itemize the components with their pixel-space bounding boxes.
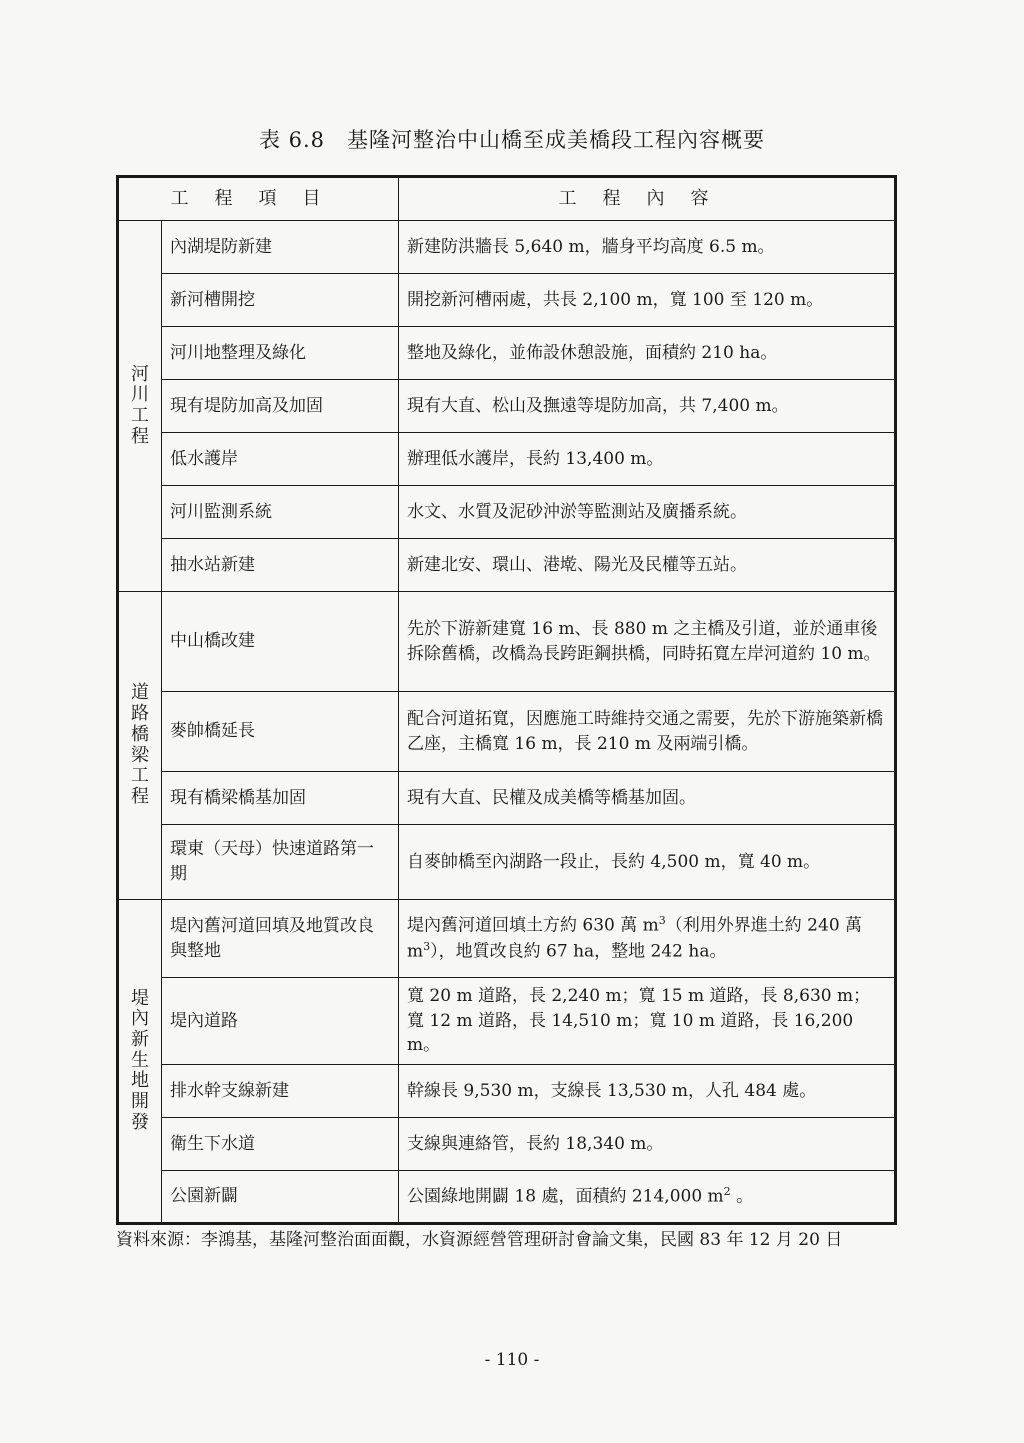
item-cell: 麥帥橋延長 xyxy=(162,692,399,772)
item-cell: 環東（天母）快速道路第一期 xyxy=(162,825,399,900)
table-row xyxy=(118,274,896,327)
superscript: 2 xyxy=(723,1184,731,1198)
table-row xyxy=(118,900,896,978)
item-cell: 排水幹支線新建 xyxy=(162,1064,399,1117)
item-cell: 現有堤防加高及加固 xyxy=(162,380,399,433)
table-row xyxy=(118,592,896,692)
table-row xyxy=(118,221,896,274)
header-row xyxy=(118,177,896,221)
table-row xyxy=(118,772,896,825)
table-row xyxy=(118,486,896,539)
category-label: 堤內新生地開發 xyxy=(131,987,149,1133)
content-cell: 新建防洪牆長 5,640 m，牆身平均高度 6.5 m。 xyxy=(399,221,896,274)
category-cell xyxy=(118,221,162,592)
content-cell: 自麥帥橋至內湖路一段止，長約 4,500 m，寬 40 m。 xyxy=(399,825,896,900)
content-text: 。 xyxy=(730,1186,754,1207)
item-cell: 衛生下水道 xyxy=(162,1117,399,1170)
item-cell: 內湖堤防新建 xyxy=(162,221,399,274)
content-cell: 辦理低水護岸，長約 13,400 m。 xyxy=(399,433,896,486)
category-cell xyxy=(118,592,162,900)
category-cell xyxy=(118,900,162,1224)
content-cell: 寬 20 m 道路，長 2,240 m；寬 15 m 道路，長 8,630 m；寬 12 m 道路，長 14,510 m；寬 10 m 道路，長 16,200 m。 xyxy=(399,978,896,1065)
table-row xyxy=(118,327,896,380)
content-cell: 現有大直、松山及撫遠等堤防加高，共 7,400 m。 xyxy=(399,380,896,433)
content-cell: 幹線長 9,530 m，支線長 13,530 m，人孔 484 處。 xyxy=(399,1064,896,1117)
content-cell: 先於下游新建寬 16 m、長 880 m 之主橋及引道，並於通車後拆除舊橋，改橋為長跨距鋼拱橋，同時拓寬左岸河道約 10 m。 xyxy=(399,592,896,692)
item-cell: 堤內舊河道回填及地質改良與整地 xyxy=(162,900,399,978)
item-cell: 公園新闢 xyxy=(162,1170,399,1223)
content-cell: 配合河道拓寬，因應施工時維持交通之需要，先於下游施築新橋乙座，主橋寬 16 m，長 210 m 及兩端引橋。 xyxy=(399,692,896,772)
superscript: 3 xyxy=(423,939,431,953)
content-cell: 現有大直、民權及成美橋等橋基加固。 xyxy=(399,772,896,825)
item-cell: 河川地整理及綠化 xyxy=(162,327,399,380)
table-row xyxy=(118,433,896,486)
table-row xyxy=(118,1064,896,1117)
table-title xyxy=(0,124,1024,154)
item-cell: 河川監測系統 xyxy=(162,486,399,539)
item-cell: 中山橋改建 xyxy=(162,592,399,692)
header-content: 工程內容 xyxy=(399,177,896,221)
item-cell: 新河槽開挖 xyxy=(162,274,399,327)
category-label: 河川工程 xyxy=(131,363,149,447)
content-text: （利用外界進土約 240 萬 m xyxy=(407,915,863,962)
item-cell: 抽水站新建 xyxy=(162,539,399,592)
content-cell xyxy=(399,1170,896,1223)
table-row xyxy=(118,380,896,433)
content-cell: 開挖新河槽兩處，共長 2,100 m，寬 100 至 120 m。 xyxy=(399,274,896,327)
table-number: 表 6.8 xyxy=(258,128,326,152)
table-row xyxy=(118,825,896,900)
table-title-text: 基隆河整治中山橋至成美橋段工程內容概要 xyxy=(347,128,766,152)
table-row xyxy=(118,1170,896,1223)
page-number: - 110 - xyxy=(484,1350,540,1370)
content-cell: 支線與連絡管，長約 18,340 m。 xyxy=(399,1117,896,1170)
content-text: 堤內舊河道回填土方約 630 萬 m xyxy=(407,915,659,936)
project-table xyxy=(116,175,897,1225)
content-text: 公園綠地開闢 18 處，面積約 214,000 m xyxy=(407,1186,724,1207)
content-cell xyxy=(399,900,896,978)
table-row xyxy=(118,978,896,1065)
item-cell: 低水護岸 xyxy=(162,433,399,486)
content-cell: 整地及綠化，並佈設休憩設施，面積約 210 ha。 xyxy=(399,327,896,380)
table-row xyxy=(118,1117,896,1170)
table-row xyxy=(118,692,896,772)
source-note: 資料來源：李鴻基，基隆河整治面面觀，水資源經營管理研討會論文集，民國 83 年 12 月 20 日 xyxy=(116,1230,843,1250)
item-cell: 現有橋梁橋基加固 xyxy=(162,772,399,825)
item-cell: 堤內道路 xyxy=(162,978,399,1065)
category-label: 道路橋梁工程 xyxy=(131,682,149,807)
content-text: ），地質改良約 67 ha，整地 242 ha。 xyxy=(430,941,727,962)
table-row xyxy=(118,539,896,592)
header-item: 工程項目 xyxy=(118,177,399,221)
content-cell: 新建北安、環山、港墘、陽光及民權等五站。 xyxy=(399,539,896,592)
superscript: 3 xyxy=(658,914,666,928)
content-cell: 水文、水質及泥砂沖淤等監測站及廣播系統。 xyxy=(399,486,896,539)
